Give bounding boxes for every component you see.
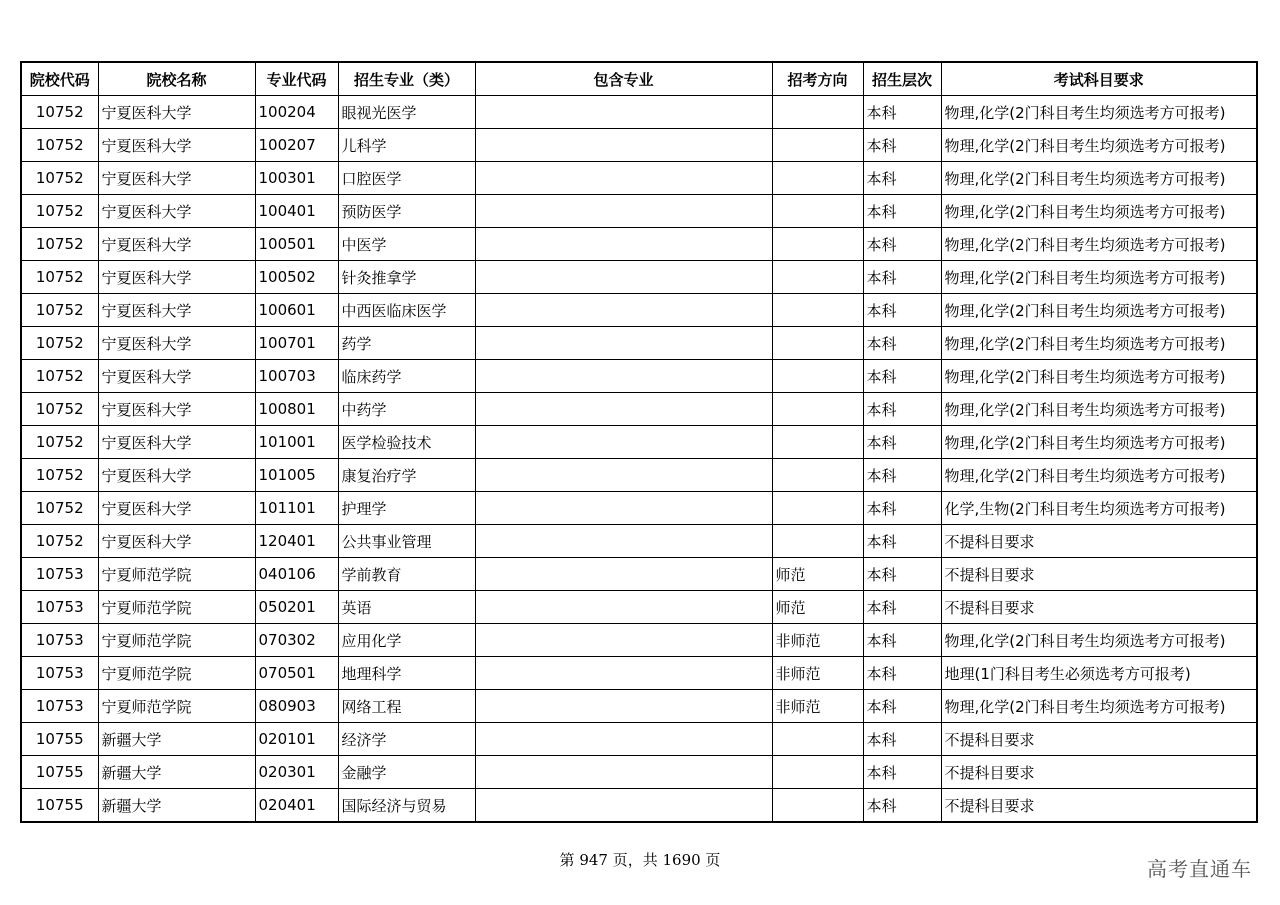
major-code-cell: 101101 bbox=[255, 492, 338, 525]
included-majors-cell bbox=[475, 459, 772, 492]
major-cell: 眼视光医学 bbox=[338, 96, 475, 129]
major-code-cell: 100301 bbox=[255, 162, 338, 195]
included-majors-cell bbox=[475, 723, 772, 756]
table-header-row bbox=[21, 62, 1257, 96]
major-cell: 预防医学 bbox=[338, 195, 475, 228]
level-cell: 本科 bbox=[863, 459, 941, 492]
header-major-code: 专业代码 bbox=[255, 62, 338, 96]
table-row bbox=[21, 558, 1257, 591]
table-row bbox=[21, 624, 1257, 657]
level-cell: 本科 bbox=[863, 492, 941, 525]
major-cell: 中药学 bbox=[338, 393, 475, 426]
included-majors-cell bbox=[475, 327, 772, 360]
included-majors-cell bbox=[475, 789, 772, 823]
level-cell: 本科 bbox=[863, 756, 941, 789]
school-code-cell: 10752 bbox=[21, 261, 98, 294]
direction-cell bbox=[772, 195, 863, 228]
level-cell: 本科 bbox=[863, 723, 941, 756]
table-row bbox=[21, 393, 1257, 426]
school-name-cell: 宁夏医科大学 bbox=[98, 393, 255, 426]
school-name-cell: 宁夏医科大学 bbox=[98, 327, 255, 360]
table-row bbox=[21, 789, 1257, 823]
subject-requirement-cell: 不提科目要求 bbox=[941, 525, 1257, 558]
level-cell: 本科 bbox=[863, 294, 941, 327]
subject-requirement-cell: 物理,化学(2门科目考生均须选考方可报考) bbox=[941, 228, 1257, 261]
major-code-cell: 101005 bbox=[255, 459, 338, 492]
level-cell: 本科 bbox=[863, 327, 941, 360]
direction-cell: 非师范 bbox=[772, 690, 863, 723]
school-code-cell: 10752 bbox=[21, 162, 98, 195]
level-cell: 本科 bbox=[863, 426, 941, 459]
subject-requirement-cell: 物理,化学(2门科目考生均须选考方可报考) bbox=[941, 162, 1257, 195]
level-cell: 本科 bbox=[863, 162, 941, 195]
level-cell: 本科 bbox=[863, 591, 941, 624]
table-row bbox=[21, 261, 1257, 294]
included-majors-cell bbox=[475, 261, 772, 294]
school-name-cell: 宁夏医科大学 bbox=[98, 459, 255, 492]
table-row bbox=[21, 228, 1257, 261]
major-cell: 应用化学 bbox=[338, 624, 475, 657]
school-name-cell: 宁夏医科大学 bbox=[98, 162, 255, 195]
direction-cell bbox=[772, 228, 863, 261]
school-code-cell: 10753 bbox=[21, 558, 98, 591]
school-code-cell: 10752 bbox=[21, 492, 98, 525]
table-row bbox=[21, 294, 1257, 327]
school-code-cell: 10755 bbox=[21, 723, 98, 756]
included-majors-cell bbox=[475, 360, 772, 393]
major-code-cell: 100502 bbox=[255, 261, 338, 294]
subject-requirement-cell: 不提科目要求 bbox=[941, 558, 1257, 591]
major-cell: 临床药学 bbox=[338, 360, 475, 393]
school-code-cell: 10752 bbox=[21, 195, 98, 228]
included-majors-cell bbox=[475, 393, 772, 426]
table-row bbox=[21, 657, 1257, 690]
school-name-cell: 宁夏医科大学 bbox=[98, 492, 255, 525]
school-code-cell: 10753 bbox=[21, 591, 98, 624]
school-name-cell: 宁夏医科大学 bbox=[98, 195, 255, 228]
school-name-cell: 宁夏师范学院 bbox=[98, 690, 255, 723]
header-subject-requirement: 考试科目要求 bbox=[941, 62, 1257, 96]
table-row bbox=[21, 96, 1257, 129]
table-row bbox=[21, 756, 1257, 789]
included-majors-cell bbox=[475, 591, 772, 624]
major-cell: 中医学 bbox=[338, 228, 475, 261]
included-majors-cell bbox=[475, 294, 772, 327]
table-row bbox=[21, 195, 1257, 228]
school-name-cell: 宁夏医科大学 bbox=[98, 525, 255, 558]
major-cell: 学前教育 bbox=[338, 558, 475, 591]
school-code-cell: 10753 bbox=[21, 657, 98, 690]
school-name-cell: 宁夏医科大学 bbox=[98, 96, 255, 129]
direction-cell bbox=[772, 327, 863, 360]
major-code-cell: 020101 bbox=[255, 723, 338, 756]
level-cell: 本科 bbox=[863, 261, 941, 294]
level-cell: 本科 bbox=[863, 393, 941, 426]
major-cell: 英语 bbox=[338, 591, 475, 624]
direction-cell bbox=[772, 426, 863, 459]
subject-requirement-cell: 物理,化学(2门科目考生均须选考方可报考) bbox=[941, 294, 1257, 327]
table-row bbox=[21, 162, 1257, 195]
school-code-cell: 10753 bbox=[21, 624, 98, 657]
school-name-cell: 宁夏医科大学 bbox=[98, 426, 255, 459]
major-cell: 护理学 bbox=[338, 492, 475, 525]
table-row bbox=[21, 723, 1257, 756]
major-cell: 医学检验技术 bbox=[338, 426, 475, 459]
school-code-cell: 10755 bbox=[21, 756, 98, 789]
subject-requirement-cell: 物理,化学(2门科目考生均须选考方可报考) bbox=[941, 690, 1257, 723]
major-code-cell: 100501 bbox=[255, 228, 338, 261]
level-cell: 本科 bbox=[863, 228, 941, 261]
included-majors-cell bbox=[475, 492, 772, 525]
direction-cell bbox=[772, 261, 863, 294]
included-majors-cell bbox=[475, 426, 772, 459]
school-name-cell: 宁夏医科大学 bbox=[98, 360, 255, 393]
included-majors-cell bbox=[475, 525, 772, 558]
direction-cell bbox=[772, 459, 863, 492]
school-name-cell: 宁夏师范学院 bbox=[98, 624, 255, 657]
table-row bbox=[21, 360, 1257, 393]
major-cell: 口腔医学 bbox=[338, 162, 475, 195]
major-code-cell: 100601 bbox=[255, 294, 338, 327]
major-code-cell: 020301 bbox=[255, 756, 338, 789]
school-code-cell: 10752 bbox=[21, 294, 98, 327]
school-code-cell: 10752 bbox=[21, 96, 98, 129]
school-code-cell: 10752 bbox=[21, 459, 98, 492]
major-cell: 药学 bbox=[338, 327, 475, 360]
subject-requirement-cell: 物理,化学(2门科目考生均须选考方可报考) bbox=[941, 459, 1257, 492]
school-name-cell: 宁夏师范学院 bbox=[98, 657, 255, 690]
school-name-cell: 新疆大学 bbox=[98, 723, 255, 756]
direction-cell bbox=[772, 360, 863, 393]
included-majors-cell bbox=[475, 657, 772, 690]
direction-cell bbox=[772, 525, 863, 558]
school-code-cell: 10752 bbox=[21, 426, 98, 459]
subject-requirement-cell: 物理,化学(2门科目考生均须选考方可报考) bbox=[941, 261, 1257, 294]
included-majors-cell bbox=[475, 195, 772, 228]
included-majors-cell bbox=[475, 129, 772, 162]
level-cell: 本科 bbox=[863, 624, 941, 657]
school-name-cell: 宁夏医科大学 bbox=[98, 261, 255, 294]
level-cell: 本科 bbox=[863, 96, 941, 129]
major-cell: 地理科学 bbox=[338, 657, 475, 690]
school-code-cell: 10755 bbox=[21, 789, 98, 823]
major-cell: 公共事业管理 bbox=[338, 525, 475, 558]
header-included-majors: 包含专业 bbox=[475, 62, 772, 96]
direction-cell bbox=[772, 756, 863, 789]
subject-requirement-cell: 不提科目要求 bbox=[941, 756, 1257, 789]
school-name-cell: 宁夏医科大学 bbox=[98, 129, 255, 162]
level-cell: 本科 bbox=[863, 690, 941, 723]
school-code-cell: 10752 bbox=[21, 525, 98, 558]
table-row bbox=[21, 426, 1257, 459]
major-code-cell: 100801 bbox=[255, 393, 338, 426]
subject-requirement-cell: 物理,化学(2门科目考生均须选考方可报考) bbox=[941, 129, 1257, 162]
included-majors-cell bbox=[475, 756, 772, 789]
direction-cell: 师范 bbox=[772, 591, 863, 624]
header-school-code: 院校代码 bbox=[21, 62, 98, 96]
major-code-cell: 100401 bbox=[255, 195, 338, 228]
subject-requirement-cell: 物理,化学(2门科目考生均须选考方可报考) bbox=[941, 96, 1257, 129]
major-code-cell: 100207 bbox=[255, 129, 338, 162]
included-majors-cell bbox=[475, 162, 772, 195]
direction-cell: 非师范 bbox=[772, 624, 863, 657]
subject-requirement-cell: 物理,化学(2门科目考生均须选考方可报考) bbox=[941, 360, 1257, 393]
school-name-cell: 宁夏师范学院 bbox=[98, 591, 255, 624]
page-number: 第 947 页，共 1690 页 bbox=[559, 851, 721, 869]
direction-cell: 非师范 bbox=[772, 657, 863, 690]
major-code-cell: 020401 bbox=[255, 789, 338, 823]
table-row bbox=[21, 492, 1257, 525]
table-row bbox=[21, 525, 1257, 558]
direction-cell bbox=[772, 294, 863, 327]
subject-requirement-cell: 不提科目要求 bbox=[941, 723, 1257, 756]
included-majors-cell bbox=[475, 96, 772, 129]
major-code-cell: 070501 bbox=[255, 657, 338, 690]
watermark-logo-text: 高考直通车 bbox=[1147, 857, 1252, 881]
included-majors-cell bbox=[475, 558, 772, 591]
included-majors-cell bbox=[475, 690, 772, 723]
header-level: 招生层次 bbox=[863, 62, 941, 96]
table-body bbox=[21, 96, 1257, 823]
header-direction: 招考方向 bbox=[772, 62, 863, 96]
subject-requirement-cell: 物理,化学(2门科目考生均须选考方可报考) bbox=[941, 426, 1257, 459]
school-code-cell: 10752 bbox=[21, 327, 98, 360]
level-cell: 本科 bbox=[863, 360, 941, 393]
major-cell: 针灸推拿学 bbox=[338, 261, 475, 294]
major-code-cell: 070302 bbox=[255, 624, 338, 657]
header-school-name: 院校名称 bbox=[98, 62, 255, 96]
table-row bbox=[21, 129, 1257, 162]
subject-requirement-cell: 物理,化学(2门科目考生均须选考方可报考) bbox=[941, 624, 1257, 657]
direction-cell bbox=[772, 789, 863, 823]
direction-cell bbox=[772, 96, 863, 129]
school-name-cell: 宁夏医科大学 bbox=[98, 228, 255, 261]
level-cell: 本科 bbox=[863, 657, 941, 690]
school-name-cell: 宁夏师范学院 bbox=[98, 558, 255, 591]
school-code-cell: 10753 bbox=[21, 690, 98, 723]
direction-cell bbox=[772, 129, 863, 162]
major-code-cell: 040106 bbox=[255, 558, 338, 591]
school-code-cell: 10752 bbox=[21, 228, 98, 261]
direction-cell bbox=[772, 162, 863, 195]
subject-requirement-cell: 地理(1门科目考生必须选考方可报考) bbox=[941, 657, 1257, 690]
direction-cell bbox=[772, 492, 863, 525]
major-cell: 网络工程 bbox=[338, 690, 475, 723]
major-cell: 康复治疗学 bbox=[338, 459, 475, 492]
direction-cell bbox=[772, 723, 863, 756]
school-code-cell: 10752 bbox=[21, 129, 98, 162]
major-code-cell: 100204 bbox=[255, 96, 338, 129]
school-code-cell: 10752 bbox=[21, 360, 98, 393]
major-cell: 中西医临床医学 bbox=[338, 294, 475, 327]
table-row bbox=[21, 327, 1257, 360]
level-cell: 本科 bbox=[863, 789, 941, 823]
major-code-cell: 101001 bbox=[255, 426, 338, 459]
subject-requirement-cell: 物理,化学(2门科目考生均须选考方可报考) bbox=[941, 195, 1257, 228]
school-name-cell: 宁夏医科大学 bbox=[98, 294, 255, 327]
subject-requirement-cell: 物理,化学(2门科目考生均须选考方可报考) bbox=[941, 393, 1257, 426]
direction-cell: 师范 bbox=[772, 558, 863, 591]
included-majors-cell bbox=[475, 228, 772, 261]
subject-requirement-cell: 不提科目要求 bbox=[941, 789, 1257, 823]
table-row bbox=[21, 591, 1257, 624]
direction-cell bbox=[772, 393, 863, 426]
major-cell: 儿科学 bbox=[338, 129, 475, 162]
admissions-table bbox=[20, 61, 1258, 823]
major-cell: 国际经济与贸易 bbox=[338, 789, 475, 823]
major-code-cell: 080903 bbox=[255, 690, 338, 723]
included-majors-cell bbox=[475, 624, 772, 657]
school-name-cell: 新疆大学 bbox=[98, 756, 255, 789]
major-code-cell: 050201 bbox=[255, 591, 338, 624]
table-row bbox=[21, 459, 1257, 492]
header-major: 招生专业（类） bbox=[338, 62, 475, 96]
major-code-cell: 100701 bbox=[255, 327, 338, 360]
subject-requirement-cell: 不提科目要求 bbox=[941, 591, 1257, 624]
level-cell: 本科 bbox=[863, 558, 941, 591]
major-code-cell: 120401 bbox=[255, 525, 338, 558]
major-cell: 经济学 bbox=[338, 723, 475, 756]
major-cell: 金融学 bbox=[338, 756, 475, 789]
table-row bbox=[21, 690, 1257, 723]
level-cell: 本科 bbox=[863, 195, 941, 228]
school-code-cell: 10752 bbox=[21, 393, 98, 426]
subject-requirement-cell: 化学,生物(2门科目考生均须选考方可报考) bbox=[941, 492, 1257, 525]
level-cell: 本科 bbox=[863, 525, 941, 558]
school-name-cell: 新疆大学 bbox=[98, 789, 255, 823]
major-code-cell: 100703 bbox=[255, 360, 338, 393]
level-cell: 本科 bbox=[863, 129, 941, 162]
subject-requirement-cell: 物理,化学(2门科目考生均须选考方可报考) bbox=[941, 327, 1257, 360]
